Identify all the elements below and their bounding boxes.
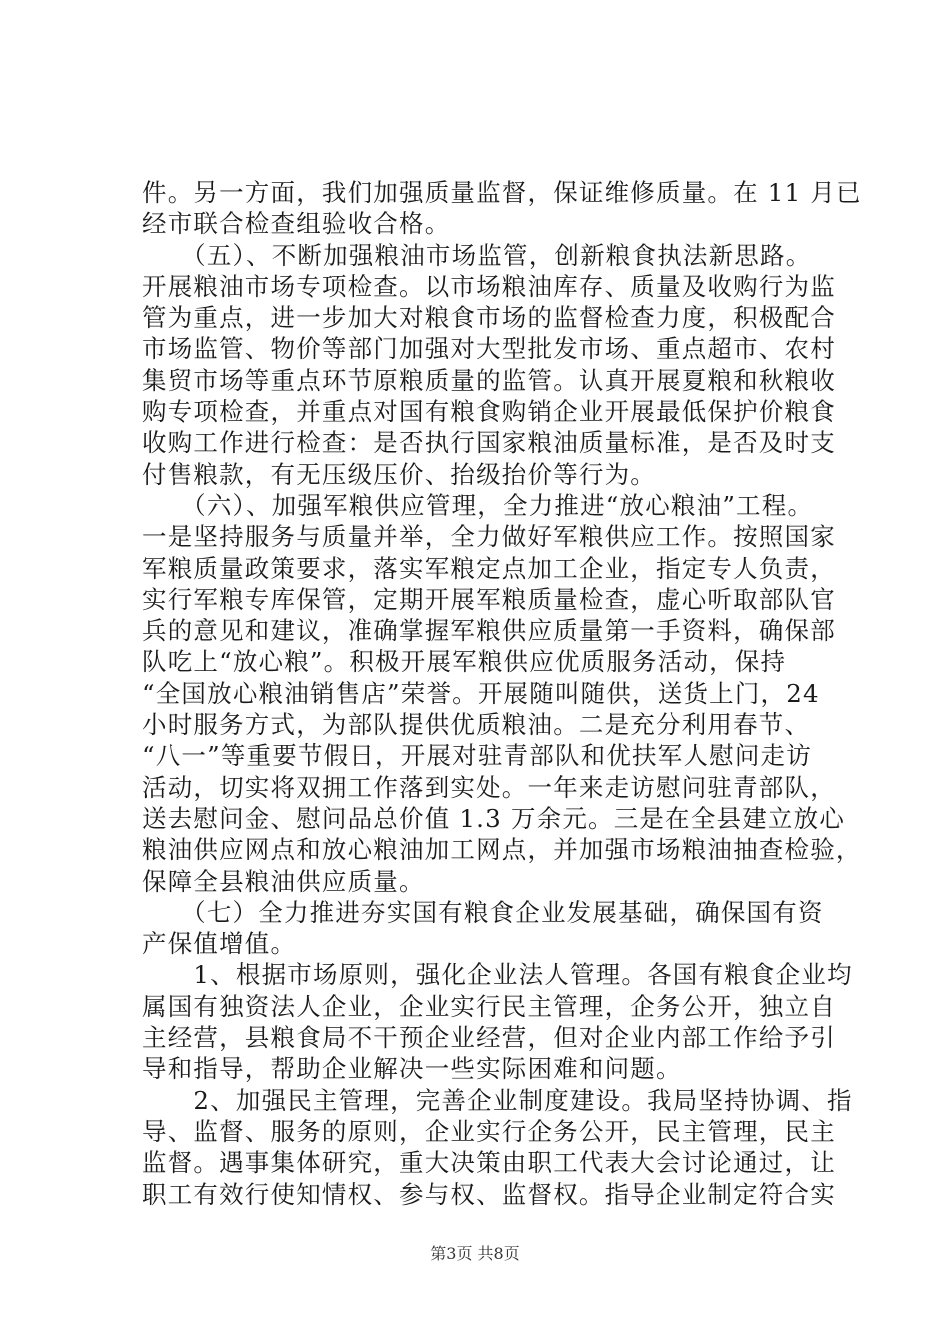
page-number: 第3页 共8页 [430, 1244, 520, 1263]
text-line: 付售粮款，有无压级压价、抬级抬价等行为。 [142, 459, 656, 489]
text-line: 活动，切实将双拥工作落到实处。一年来走访慰问驻青部队， [142, 772, 836, 802]
text-line: 实行军粮专库保管，定期开展军粮质量检查，虚心听取部队官 [142, 584, 836, 614]
text-line: 送去慰问金、慰问品总价值 1.3 万余元。三是在全县建立放心 [142, 803, 846, 833]
text-line: 保障全县粮油供应质量。 [142, 866, 425, 896]
text-line: “全国放心粮油销售店”荣誉。开展随叫随供，送货上门，24 [142, 678, 820, 708]
text-line: 军粮质量政策要求，落实军粮定点加工企业，指定专人负责， [142, 553, 836, 583]
text-line: 导、监督、服务的原则，企业实行企务公开，民主管理，民主 [142, 1116, 836, 1146]
text-line: 集贸市场等重点环节原粮质量的监管。认真开展夏粮和秋粮收 [142, 365, 836, 395]
text-line: 收购工作进行检查：是否执行国家粮油质量标准，是否及时支 [142, 428, 836, 458]
text-line: 粮油供应网点和放心粮油加工网点，并加强市场粮油抽查检验， [142, 835, 862, 865]
text-line: 件。另一方面，我们加强质量监督，保证维修质量。在 11 月已 [142, 178, 862, 207]
text-line: 队吃上“放心粮”。积极开展军粮供应优质服务活动，保持 [142, 647, 787, 677]
text-line: 一是坚持服务与质量并举，全力做好军粮供应工作。按照国家 [142, 522, 836, 552]
text-line: （五）、不断加强粮油市场监管，创新粮食执法新思路。 [142, 240, 812, 270]
text-line: 1、根据市场原则，强化企业法人管理。各国有粮食企业均 [142, 960, 853, 990]
document-body [142, 177, 862, 1210]
text-line: 兵的意见和建议，准确掌握军粮供应质量第一手资料，确保部 [142, 616, 836, 646]
text-line: 经市联合检查组验收合格。 [142, 209, 451, 239]
text-line: 开展粮油市场专项检查。以市场粮油库存、质量及收购行为监 [142, 271, 836, 301]
text-line: 产保值增值。 [142, 929, 297, 959]
text-line: “八一”等重要节假日，开展对驻青部队和优扶军人慰问走访 [142, 741, 812, 771]
text-line: 属国有独资法人企业，企业实行民主管理，企务公开，独立自 [142, 991, 836, 1021]
text-line: （七）全力推进夯实国有粮食企业发展基础，确保国有资 [142, 897, 824, 927]
text-line: 小时服务方式，为部队提供优质粮油。二是充分利用春节、 [142, 710, 811, 740]
text-line: 市场监管、物价等部门加强对大型批发市场、重点超市、农村 [142, 334, 836, 364]
text-line: 购专项检查，并重点对国有粮食购销企业开展最低保护价粮食 [142, 397, 836, 427]
text-line: 2、加强民主管理，完善企业制度建设。我局坚持协调、指 [142, 1085, 853, 1115]
text-line: 主经营，县粮食局不干预企业经营，但对企业内部工作给予引 [142, 1023, 836, 1053]
text-line: 管为重点，进一步加大对粮食市场的监督检查力度，积极配合 [142, 303, 836, 333]
text-line: 导和指导，帮助企业解决一些实际困难和问题。 [142, 1054, 682, 1084]
page-footer [0, 1244, 950, 1264]
text-line: （六）、加强军粮供应管理，全力推进“放心粮油”工程。 [142, 490, 814, 520]
text-line: 职工有效行使知情权、参与权、监督权。指导企业制定符合实 [142, 1179, 836, 1209]
text-line: 监督。遇事集体研究，重大决策由职工代表大会讨论通过，让 [142, 1148, 836, 1178]
